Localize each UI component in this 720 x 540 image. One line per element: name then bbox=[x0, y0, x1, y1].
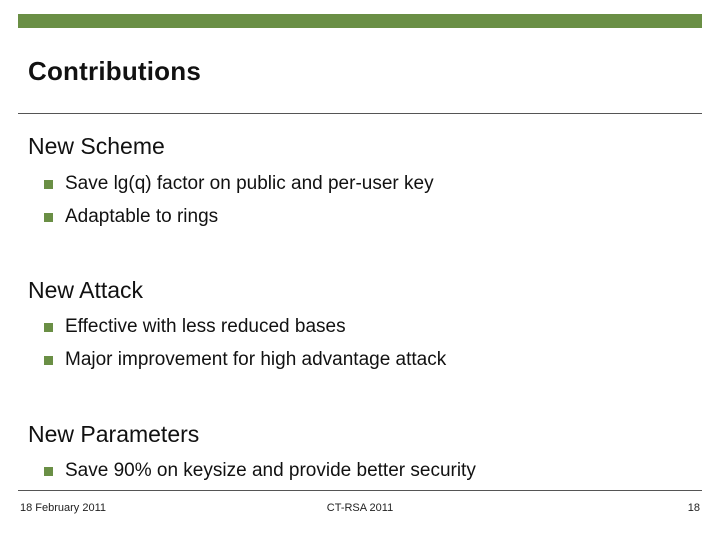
bullet-item bbox=[44, 316, 346, 338]
footer-divider bbox=[18, 490, 702, 491]
top-accent-bar bbox=[18, 14, 702, 28]
title-divider bbox=[18, 113, 702, 114]
bullet-text: Save lg(q) factor on public and per-user key bbox=[65, 173, 434, 194]
footer-date: 18 February 2011 bbox=[20, 502, 107, 514]
square-bullet-icon bbox=[44, 323, 53, 332]
bullet-text: Save 90% on keysize and provide better security bbox=[65, 460, 476, 481]
footer-event: CT-RSA 2011 bbox=[326, 502, 394, 514]
section-heading-new-parameters: New Parameters bbox=[28, 421, 200, 447]
square-bullet-icon bbox=[44, 356, 53, 365]
square-bullet-icon bbox=[44, 180, 53, 189]
bullet-text: Major improvement for high advantage attack bbox=[65, 349, 447, 370]
bullet-item bbox=[44, 206, 218, 228]
square-bullet-icon bbox=[44, 213, 53, 222]
square-bullet-icon bbox=[44, 467, 53, 476]
bullet-text: Adaptable to rings bbox=[65, 206, 219, 227]
bullet-item bbox=[44, 173, 434, 195]
page-number: 18 bbox=[687, 502, 700, 514]
bullet-item bbox=[44, 349, 446, 371]
bullet-item bbox=[44, 460, 476, 482]
section-heading-new-attack: New Attack bbox=[28, 277, 144, 303]
section-heading-new-scheme: New Scheme bbox=[28, 133, 165, 159]
bullet-text: Effective with less reduced bases bbox=[65, 316, 346, 337]
slide-title: Contributions bbox=[28, 56, 202, 86]
